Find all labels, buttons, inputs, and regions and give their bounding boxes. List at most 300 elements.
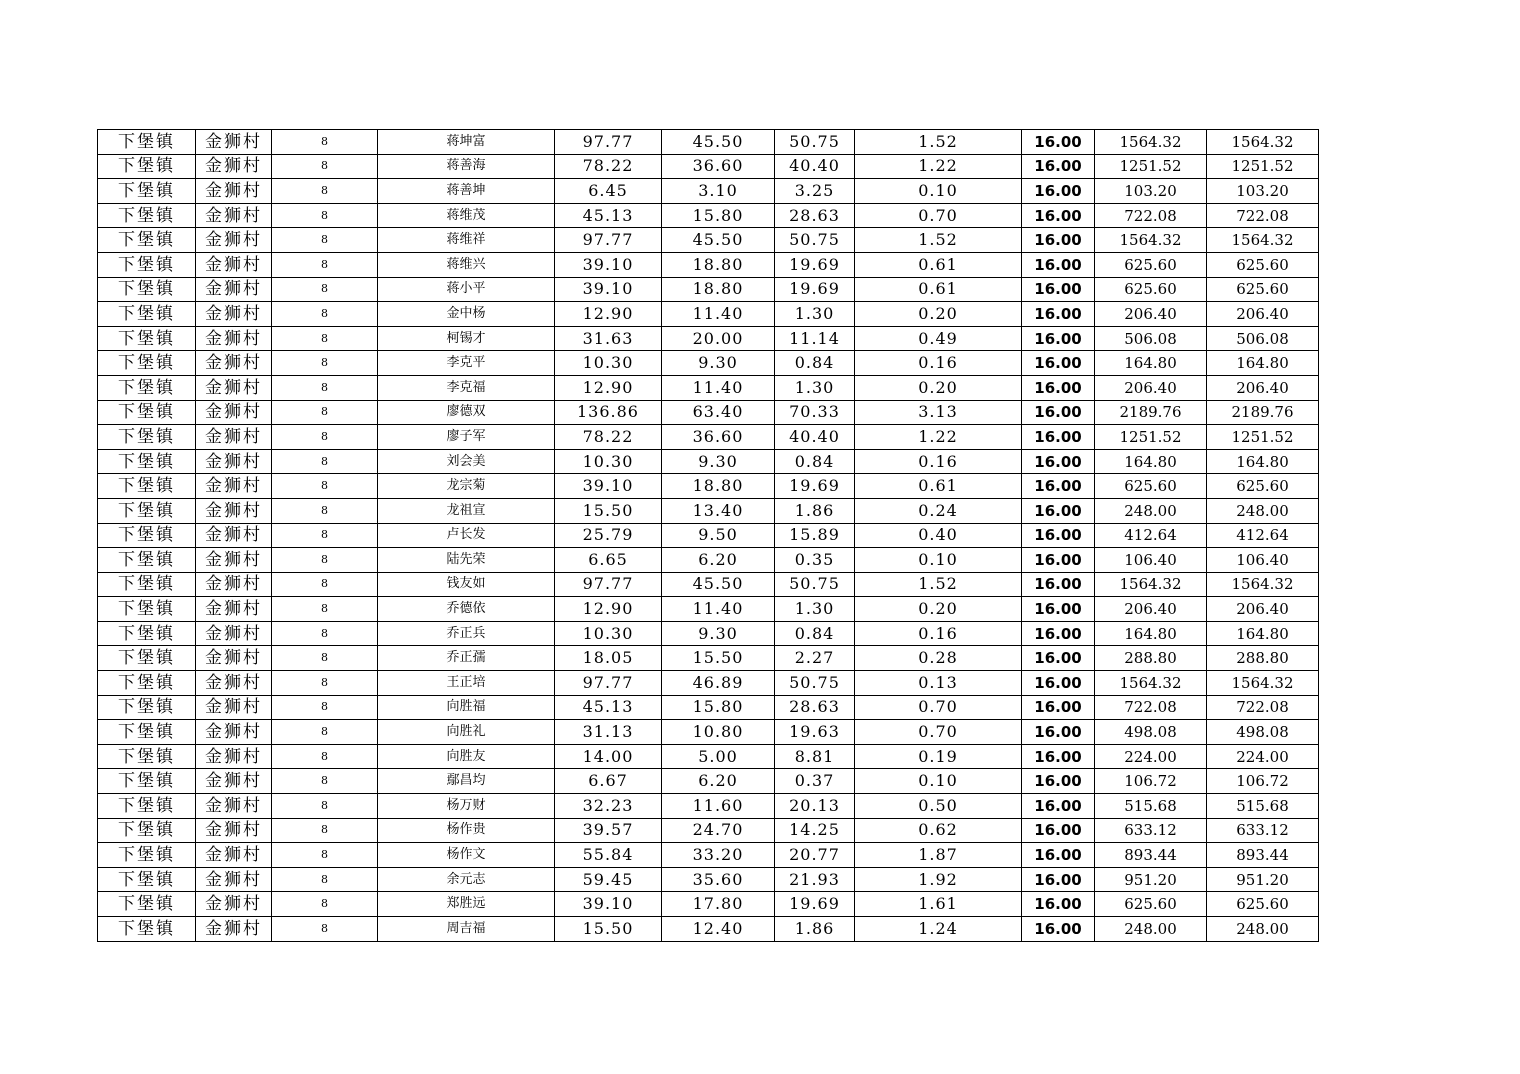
group-cell: 8 (272, 474, 378, 499)
data-table (97, 129, 1319, 942)
table-row (98, 203, 1319, 228)
town-cell: 下堡镇 (98, 277, 196, 302)
town-cell: 下堡镇 (98, 769, 196, 794)
value-c-cell: 50.75 (775, 671, 855, 696)
value-b-cell: 18.80 (662, 277, 775, 302)
name-cell: 刘会美 (378, 449, 555, 474)
standard-cell: 16.00 (1022, 179, 1095, 204)
table-row (98, 818, 1319, 843)
village-cell: 金狮村 (196, 671, 272, 696)
amount-2-cell: 248.00 (1207, 498, 1319, 523)
village-cell: 金狮村 (196, 892, 272, 917)
value-a-cell: 12.90 (555, 302, 662, 327)
name-cell: 向胜福 (378, 695, 555, 720)
village-cell: 金狮村 (196, 597, 272, 622)
amount-1-cell: 164.80 (1095, 621, 1207, 646)
name-cell: 蒋善海 (378, 154, 555, 179)
group-cell: 8 (272, 597, 378, 622)
value-b-cell: 18.80 (662, 474, 775, 499)
town-cell: 下堡镇 (98, 375, 196, 400)
standard-cell: 16.00 (1022, 867, 1095, 892)
amount-2-cell: 722.08 (1207, 203, 1319, 228)
village-cell: 金狮村 (196, 769, 272, 794)
value-c-cell: 19.69 (775, 474, 855, 499)
name-cell: 杨作文 (378, 843, 555, 868)
name-cell: 鄢昌均 (378, 769, 555, 794)
value-b-cell: 15.80 (662, 695, 775, 720)
table-row (98, 892, 1319, 917)
value-b-cell: 46.89 (662, 671, 775, 696)
amount-2-cell: 106.40 (1207, 548, 1319, 573)
group-cell: 8 (272, 671, 378, 696)
value-a-cell: 25.79 (555, 523, 662, 548)
value-a-cell: 12.90 (555, 375, 662, 400)
value-d-cell: 0.70 (855, 695, 1022, 720)
value-d-cell: 1.22 (855, 154, 1022, 179)
village-cell: 金狮村 (196, 302, 272, 327)
table-row (98, 695, 1319, 720)
name-cell: 杨作贵 (378, 818, 555, 843)
name-cell: 龙祖宣 (378, 498, 555, 523)
table-row (98, 252, 1319, 277)
standard-cell: 16.00 (1022, 572, 1095, 597)
table-row (98, 425, 1319, 450)
value-a-cell: 78.22 (555, 425, 662, 450)
value-c-cell: 3.25 (775, 179, 855, 204)
town-cell: 下堡镇 (98, 523, 196, 548)
standard-cell: 16.00 (1022, 425, 1095, 450)
amount-2-cell: 498.08 (1207, 720, 1319, 745)
group-cell: 8 (272, 375, 378, 400)
value-a-cell: 6.45 (555, 179, 662, 204)
value-b-cell: 6.20 (662, 548, 775, 573)
group-cell: 8 (272, 326, 378, 351)
value-d-cell: 0.16 (855, 449, 1022, 474)
value-a-cell: 31.13 (555, 720, 662, 745)
village-cell: 金狮村 (196, 228, 272, 253)
name-cell: 余元志 (378, 867, 555, 892)
name-cell: 蒋坤富 (378, 130, 555, 155)
value-a-cell: 6.65 (555, 548, 662, 573)
amount-1-cell: 2189.76 (1095, 400, 1207, 425)
standard-cell: 16.00 (1022, 351, 1095, 376)
village-cell: 金狮村 (196, 130, 272, 155)
village-cell: 金狮村 (196, 375, 272, 400)
town-cell: 下堡镇 (98, 867, 196, 892)
amount-1-cell: 625.60 (1095, 277, 1207, 302)
group-cell: 8 (272, 203, 378, 228)
value-a-cell: 39.10 (555, 277, 662, 302)
standard-cell: 16.00 (1022, 252, 1095, 277)
amount-1-cell: 206.40 (1095, 375, 1207, 400)
value-b-cell: 9.30 (662, 449, 775, 474)
value-a-cell: 39.57 (555, 818, 662, 843)
village-cell: 金狮村 (196, 474, 272, 499)
value-a-cell: 97.77 (555, 130, 662, 155)
group-cell: 8 (272, 695, 378, 720)
amount-2-cell: 1564.32 (1207, 130, 1319, 155)
standard-cell: 16.00 (1022, 917, 1095, 942)
amount-1-cell: 248.00 (1095, 917, 1207, 942)
amount-1-cell: 288.80 (1095, 646, 1207, 671)
value-c-cell: 1.30 (775, 597, 855, 622)
standard-cell: 16.00 (1022, 277, 1095, 302)
table-row (98, 794, 1319, 819)
village-cell: 金狮村 (196, 720, 272, 745)
name-cell: 乔德依 (378, 597, 555, 622)
value-c-cell: 40.40 (775, 425, 855, 450)
group-cell: 8 (272, 228, 378, 253)
value-b-cell: 11.40 (662, 375, 775, 400)
value-b-cell: 24.70 (662, 818, 775, 843)
amount-1-cell: 625.60 (1095, 252, 1207, 277)
value-a-cell: 10.30 (555, 621, 662, 646)
value-d-cell: 0.70 (855, 720, 1022, 745)
amount-2-cell: 951.20 (1207, 867, 1319, 892)
town-cell: 下堡镇 (98, 572, 196, 597)
amount-2-cell: 1564.32 (1207, 228, 1319, 253)
value-d-cell: 0.16 (855, 621, 1022, 646)
amount-1-cell: 248.00 (1095, 498, 1207, 523)
value-b-cell: 15.80 (662, 203, 775, 228)
village-cell: 金狮村 (196, 572, 272, 597)
amount-2-cell: 506.08 (1207, 326, 1319, 351)
value-c-cell: 50.75 (775, 572, 855, 597)
amount-2-cell: 288.80 (1207, 646, 1319, 671)
name-cell: 乔正孺 (378, 646, 555, 671)
value-d-cell: 0.20 (855, 375, 1022, 400)
name-cell: 李克福 (378, 375, 555, 400)
value-c-cell: 1.86 (775, 917, 855, 942)
amount-2-cell: 1251.52 (1207, 154, 1319, 179)
standard-cell: 16.00 (1022, 326, 1095, 351)
amount-1-cell: 1564.32 (1095, 228, 1207, 253)
village-cell: 金狮村 (196, 351, 272, 376)
standard-cell: 16.00 (1022, 744, 1095, 769)
table-row (98, 326, 1319, 351)
table-row (98, 843, 1319, 868)
value-c-cell: 40.40 (775, 154, 855, 179)
value-d-cell: 1.52 (855, 228, 1022, 253)
value-a-cell: 15.50 (555, 917, 662, 942)
value-a-cell: 97.77 (555, 671, 662, 696)
amount-1-cell: 515.68 (1095, 794, 1207, 819)
amount-1-cell: 164.80 (1095, 351, 1207, 376)
value-c-cell: 20.77 (775, 843, 855, 868)
standard-cell: 16.00 (1022, 375, 1095, 400)
village-cell: 金狮村 (196, 154, 272, 179)
group-cell: 8 (272, 277, 378, 302)
group-cell: 8 (272, 917, 378, 942)
table-row (98, 130, 1319, 155)
value-d-cell: 0.10 (855, 769, 1022, 794)
group-cell: 8 (272, 621, 378, 646)
name-cell: 向胜友 (378, 744, 555, 769)
name-cell: 廖子军 (378, 425, 555, 450)
village-cell: 金狮村 (196, 425, 272, 450)
value-b-cell: 11.60 (662, 794, 775, 819)
town-cell: 下堡镇 (98, 597, 196, 622)
town-cell: 下堡镇 (98, 646, 196, 671)
village-cell: 金狮村 (196, 917, 272, 942)
value-c-cell: 19.69 (775, 252, 855, 277)
amount-1-cell: 224.00 (1095, 744, 1207, 769)
town-cell: 下堡镇 (98, 744, 196, 769)
standard-cell: 16.00 (1022, 548, 1095, 573)
value-c-cell: 28.63 (775, 203, 855, 228)
value-c-cell: 15.89 (775, 523, 855, 548)
table-row (98, 449, 1319, 474)
group-cell: 8 (272, 892, 378, 917)
town-cell: 下堡镇 (98, 425, 196, 450)
table-row (98, 498, 1319, 523)
standard-cell: 16.00 (1022, 892, 1095, 917)
standard-cell: 16.00 (1022, 302, 1095, 327)
group-cell: 8 (272, 794, 378, 819)
town-cell: 下堡镇 (98, 326, 196, 351)
value-d-cell: 1.22 (855, 425, 1022, 450)
amount-2-cell: 106.72 (1207, 769, 1319, 794)
value-d-cell: 1.87 (855, 843, 1022, 868)
amount-1-cell: 633.12 (1095, 818, 1207, 843)
value-a-cell: 10.30 (555, 449, 662, 474)
name-cell: 卢长发 (378, 523, 555, 548)
value-d-cell: 0.13 (855, 671, 1022, 696)
value-d-cell: 0.24 (855, 498, 1022, 523)
value-c-cell: 0.37 (775, 769, 855, 794)
value-d-cell: 3.13 (855, 400, 1022, 425)
value-b-cell: 9.30 (662, 351, 775, 376)
value-c-cell: 19.69 (775, 892, 855, 917)
name-cell: 杨万财 (378, 794, 555, 819)
amount-2-cell: 633.12 (1207, 818, 1319, 843)
value-d-cell: 0.50 (855, 794, 1022, 819)
group-cell: 8 (272, 154, 378, 179)
group-cell: 8 (272, 425, 378, 450)
value-c-cell: 0.84 (775, 621, 855, 646)
value-c-cell: 1.30 (775, 302, 855, 327)
table-row (98, 523, 1319, 548)
village-cell: 金狮村 (196, 400, 272, 425)
town-cell: 下堡镇 (98, 203, 196, 228)
value-c-cell: 14.25 (775, 818, 855, 843)
value-d-cell: 0.70 (855, 203, 1022, 228)
table-row (98, 646, 1319, 671)
standard-cell: 16.00 (1022, 474, 1095, 499)
value-b-cell: 9.50 (662, 523, 775, 548)
town-cell: 下堡镇 (98, 228, 196, 253)
village-cell: 金狮村 (196, 843, 272, 868)
value-c-cell: 70.33 (775, 400, 855, 425)
town-cell: 下堡镇 (98, 179, 196, 204)
table-row (98, 671, 1319, 696)
group-cell: 8 (272, 400, 378, 425)
town-cell: 下堡镇 (98, 671, 196, 696)
value-a-cell: 14.00 (555, 744, 662, 769)
table-row (98, 351, 1319, 376)
amount-1-cell: 206.40 (1095, 597, 1207, 622)
table-row (98, 228, 1319, 253)
value-c-cell: 1.30 (775, 375, 855, 400)
value-b-cell: 63.40 (662, 400, 775, 425)
group-cell: 8 (272, 843, 378, 868)
village-cell: 金狮村 (196, 203, 272, 228)
value-a-cell: 97.77 (555, 228, 662, 253)
amount-1-cell: 106.40 (1095, 548, 1207, 573)
value-a-cell: 78.22 (555, 154, 662, 179)
amount-1-cell: 893.44 (1095, 843, 1207, 868)
group-cell: 8 (272, 548, 378, 573)
value-b-cell: 9.30 (662, 621, 775, 646)
name-cell: 钱友如 (378, 572, 555, 597)
village-cell: 金狮村 (196, 646, 272, 671)
amount-2-cell: 625.60 (1207, 474, 1319, 499)
standard-cell: 16.00 (1022, 449, 1095, 474)
value-c-cell: 19.63 (775, 720, 855, 745)
town-cell: 下堡镇 (98, 474, 196, 499)
village-cell: 金狮村 (196, 179, 272, 204)
value-b-cell: 12.40 (662, 917, 775, 942)
amount-1-cell: 722.08 (1095, 203, 1207, 228)
name-cell: 蒋小平 (378, 277, 555, 302)
table-row (98, 621, 1319, 646)
amount-2-cell: 206.40 (1207, 597, 1319, 622)
group-cell: 8 (272, 498, 378, 523)
amount-1-cell: 164.80 (1095, 449, 1207, 474)
amount-2-cell: 164.80 (1207, 621, 1319, 646)
name-cell: 乔正兵 (378, 621, 555, 646)
amount-2-cell: 893.44 (1207, 843, 1319, 868)
group-cell: 8 (272, 252, 378, 277)
standard-cell: 16.00 (1022, 818, 1095, 843)
value-b-cell: 45.50 (662, 228, 775, 253)
group-cell: 8 (272, 769, 378, 794)
value-d-cell: 0.16 (855, 351, 1022, 376)
standard-cell: 16.00 (1022, 671, 1095, 696)
standard-cell: 16.00 (1022, 769, 1095, 794)
amount-2-cell: 625.60 (1207, 277, 1319, 302)
value-b-cell: 6.20 (662, 769, 775, 794)
village-cell: 金狮村 (196, 252, 272, 277)
town-cell: 下堡镇 (98, 449, 196, 474)
group-cell: 8 (272, 818, 378, 843)
value-d-cell: 0.10 (855, 548, 1022, 573)
group-cell: 8 (272, 867, 378, 892)
value-b-cell: 11.40 (662, 302, 775, 327)
value-d-cell: 0.28 (855, 646, 1022, 671)
table-row (98, 179, 1319, 204)
amount-2-cell: 224.00 (1207, 744, 1319, 769)
amount-2-cell: 2189.76 (1207, 400, 1319, 425)
town-cell: 下堡镇 (98, 818, 196, 843)
amount-1-cell: 722.08 (1095, 695, 1207, 720)
value-a-cell: 45.13 (555, 203, 662, 228)
name-cell: 蒋维兴 (378, 252, 555, 277)
value-b-cell: 17.80 (662, 892, 775, 917)
value-b-cell: 35.60 (662, 867, 775, 892)
group-cell: 8 (272, 179, 378, 204)
table-row (98, 474, 1319, 499)
amount-1-cell: 951.20 (1095, 867, 1207, 892)
standard-cell: 16.00 (1022, 621, 1095, 646)
value-d-cell: 1.24 (855, 917, 1022, 942)
table-row (98, 400, 1319, 425)
town-cell: 下堡镇 (98, 498, 196, 523)
town-cell: 下堡镇 (98, 621, 196, 646)
table-row (98, 769, 1319, 794)
group-cell: 8 (272, 523, 378, 548)
amount-2-cell: 206.40 (1207, 375, 1319, 400)
value-b-cell: 36.60 (662, 425, 775, 450)
town-cell: 下堡镇 (98, 794, 196, 819)
amount-2-cell: 722.08 (1207, 695, 1319, 720)
amount-2-cell: 1251.52 (1207, 425, 1319, 450)
standard-cell: 16.00 (1022, 843, 1095, 868)
town-cell: 下堡镇 (98, 695, 196, 720)
value-a-cell: 12.90 (555, 597, 662, 622)
standard-cell: 16.00 (1022, 400, 1095, 425)
table-row (98, 302, 1319, 327)
amount-1-cell: 103.20 (1095, 179, 1207, 204)
value-c-cell: 2.27 (775, 646, 855, 671)
amount-1-cell: 625.60 (1095, 892, 1207, 917)
name-cell: 龙宗菊 (378, 474, 555, 499)
name-cell: 向胜礼 (378, 720, 555, 745)
amount-2-cell: 1564.32 (1207, 572, 1319, 597)
village-cell: 金狮村 (196, 326, 272, 351)
name-cell: 金中杨 (378, 302, 555, 327)
town-cell: 下堡镇 (98, 720, 196, 745)
table-row (98, 744, 1319, 769)
village-cell: 金狮村 (196, 695, 272, 720)
amount-2-cell: 625.60 (1207, 252, 1319, 277)
group-cell: 8 (272, 130, 378, 155)
town-cell: 下堡镇 (98, 351, 196, 376)
amount-1-cell: 1251.52 (1095, 425, 1207, 450)
value-a-cell: 32.23 (555, 794, 662, 819)
value-a-cell: 15.50 (555, 498, 662, 523)
value-c-cell: 28.63 (775, 695, 855, 720)
standard-cell: 16.00 (1022, 130, 1095, 155)
town-cell: 下堡镇 (98, 302, 196, 327)
amount-1-cell: 1564.32 (1095, 130, 1207, 155)
table-row (98, 277, 1319, 302)
village-cell: 金狮村 (196, 277, 272, 302)
value-d-cell: 1.52 (855, 130, 1022, 155)
name-cell: 陆先荣 (378, 548, 555, 573)
value-b-cell: 3.10 (662, 179, 775, 204)
value-a-cell: 59.45 (555, 867, 662, 892)
value-c-cell: 8.81 (775, 744, 855, 769)
standard-cell: 16.00 (1022, 498, 1095, 523)
amount-1-cell: 625.60 (1095, 474, 1207, 499)
value-b-cell: 10.80 (662, 720, 775, 745)
value-c-cell: 1.86 (775, 498, 855, 523)
table-row (98, 917, 1319, 942)
village-cell: 金狮村 (196, 498, 272, 523)
amount-1-cell: 1564.32 (1095, 671, 1207, 696)
name-cell: 廖德双 (378, 400, 555, 425)
group-cell: 8 (272, 449, 378, 474)
value-c-cell: 50.75 (775, 228, 855, 253)
name-cell: 柯锡才 (378, 326, 555, 351)
village-cell: 金狮村 (196, 548, 272, 573)
village-cell: 金狮村 (196, 818, 272, 843)
town-cell: 下堡镇 (98, 892, 196, 917)
name-cell: 蒋善坤 (378, 179, 555, 204)
amount-1-cell: 1564.32 (1095, 572, 1207, 597)
value-a-cell: 6.67 (555, 769, 662, 794)
